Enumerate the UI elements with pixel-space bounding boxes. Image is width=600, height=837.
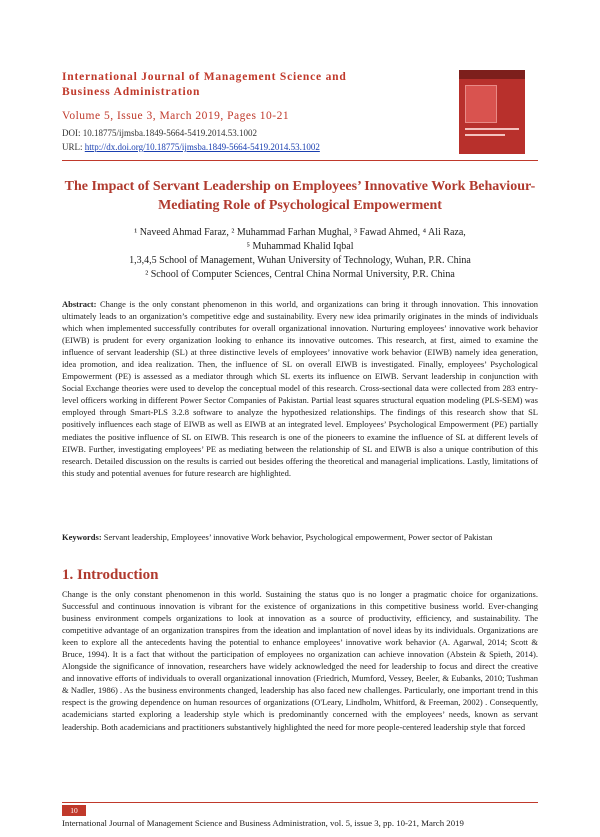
header-divider (62, 160, 538, 161)
paper-title: The Impact of Servant Leadership on Employees’ Innovative Work Behaviour-Mediating Role of Psychological Empowerment (64, 179, 536, 213)
abstract (62, 298, 538, 479)
author-block (62, 226, 538, 282)
keywords-text: Servant leadership, Employees’ innovative Work behavior, Psychological empowerment, Power sector of Pakistan (103, 532, 493, 542)
cover-stripe (465, 134, 505, 136)
journal-name: International Journal of Management Science and Business Administration (62, 71, 347, 98)
introduction-text: Change is the only constant phenomenon in this world. Sustaining the status quo is no longer a pragmatic choice for organizations. Successful and continuous innovation is vibrant for the existence of organizations in this competitive business world. Ever-changing business environment compels organizations to look at innovation as a source of productivity, efficiency, and sustainability. The competitive advantage of an organization transpires from the ideation and implantation of novel ideas by its individuals. Organizations are keen to explore all the antecedents having the potential to enhance employees’ innovative work behavior (A. Agarwal, 2014; Scott & Bruce, 1994). It is a fact that without the participation of employees no organization can achieve innovation (Abstein & Spieth, 2014). Alongside the significance of innovation, researchers have widely acknowledged the need for leadership to focus and direct the creative and innovative efforts of individuals to overall organizational innovation (Friedrich, Mumford, Vessey, Beeler, & Eubanks, 2010; Tushman & Nadler, 1986) . As the business environments changed, leadership has also faced new challenges. Particularly, one important trend in this respect is the growing dependence on human resources of organizations (O'Leary, Lindholm, Whitford, & Freeman, 2002) . Consequently, academicians started exploring a leadership style which is predominantly concerned with the employees’ needs, known as servant leadership. Both academicians and practitioners substantively highlighted the need for more people-centered leadership style that forced (62, 589, 538, 732)
cover-graphic (465, 85, 497, 123)
volume-line: Volume 5, Issue 3, March 2019, Pages 10-21 (62, 110, 290, 122)
affiliation: ² School of Computer Sciences, Central China Normal University, P.R. China (145, 269, 455, 280)
keywords-label: Keywords: (62, 532, 102, 542)
url-label: URL: (62, 142, 85, 152)
cover-band (459, 70, 525, 79)
page-number: 10 (62, 805, 86, 816)
journal-cover-image (459, 70, 525, 154)
keywords (62, 531, 538, 543)
cover-stripe (465, 128, 519, 130)
abstract-text: Change is the only constant phenomenon in this world, and organizations can bring it through innovation. This innovation ultimately leads to an organization’s competitive edge and sustainability. Every new idea primarily originates in the minds of individuals which when implemented successfully contributes for overall organizational innovation. Nurturing employees’ innovative work behavior (EIWB) is prudent for every organization looking to enhance its innovative outcomes. This research, at first, aimed to examine the influence of servant leadership (SL) at three distinctive levels of employees’ innovative work behavior (EIWB) namely idea generation, idea promotion, and idea realization. Then, the influence of SL on overall EIWB is investigated. Finally, employees’ Psychological Empowerment (PE) is assessed as a mediator through which SL exerts its influence on EIWB. Servant leadership in conjunction with Social Exchange theories were used to develop the conceptual model of this research. Cross-sectional data were collected from 283 entry-level officers working in different Power Sector Companies of Pakistan. Partial least squares structural equation modeling (PLS-SEM) was employed through Smart-PLS 3.2.8 software to analyze the hypothesized relationships. The findings of this research show that SL positively influences each stage of EIWB as well as EIWB at an integrated level. Employees’ Psychological Empowerment (PE) partially mediates the positive influence of SL on EIWB. This research is one of the pioneers to examine the influence of SL at different levels of EIWB. Further, investigating employees’ PE as mediating between the relationship of SL and EIWB is also a unique contribution of this research. Detailed discussion on the results is carried out besides offering the theoretical and managerial implications. Lastly, limitations of this study and potential avenues for future research are highlighted. (62, 299, 538, 478)
doi-link[interactable]: http://dx.doi.org/10.18775/ijmsba.1849-5664-5419.2014.53.1002 (84, 142, 320, 152)
doi-line: DOI: 10.18775/ijmsba.1849-5664-5419.2014.53.1002 (62, 128, 257, 138)
authors-line: ⁵ Muhammad Khalid Iqbal (246, 241, 354, 252)
authors-line: ¹ Naveed Ahmad Faraz, ² Muhammad Farhan Mughal, ³ Fawad Ahmed, ⁴ Ali Raza, (134, 227, 466, 238)
url-line (62, 142, 320, 152)
affiliation: 1,3,4,5 School of Management, Wuhan University of Technology, Wuhan, P.R. China (129, 255, 471, 266)
section-heading: 1. Introduction (62, 567, 159, 583)
abstract-label: Abstract: (62, 299, 97, 309)
footer-citation: International Journal of Management Science and Business Administration, vol. 5, issue 3, pp. 10-21, March 2019 (62, 818, 464, 828)
footer-divider (62, 802, 538, 803)
